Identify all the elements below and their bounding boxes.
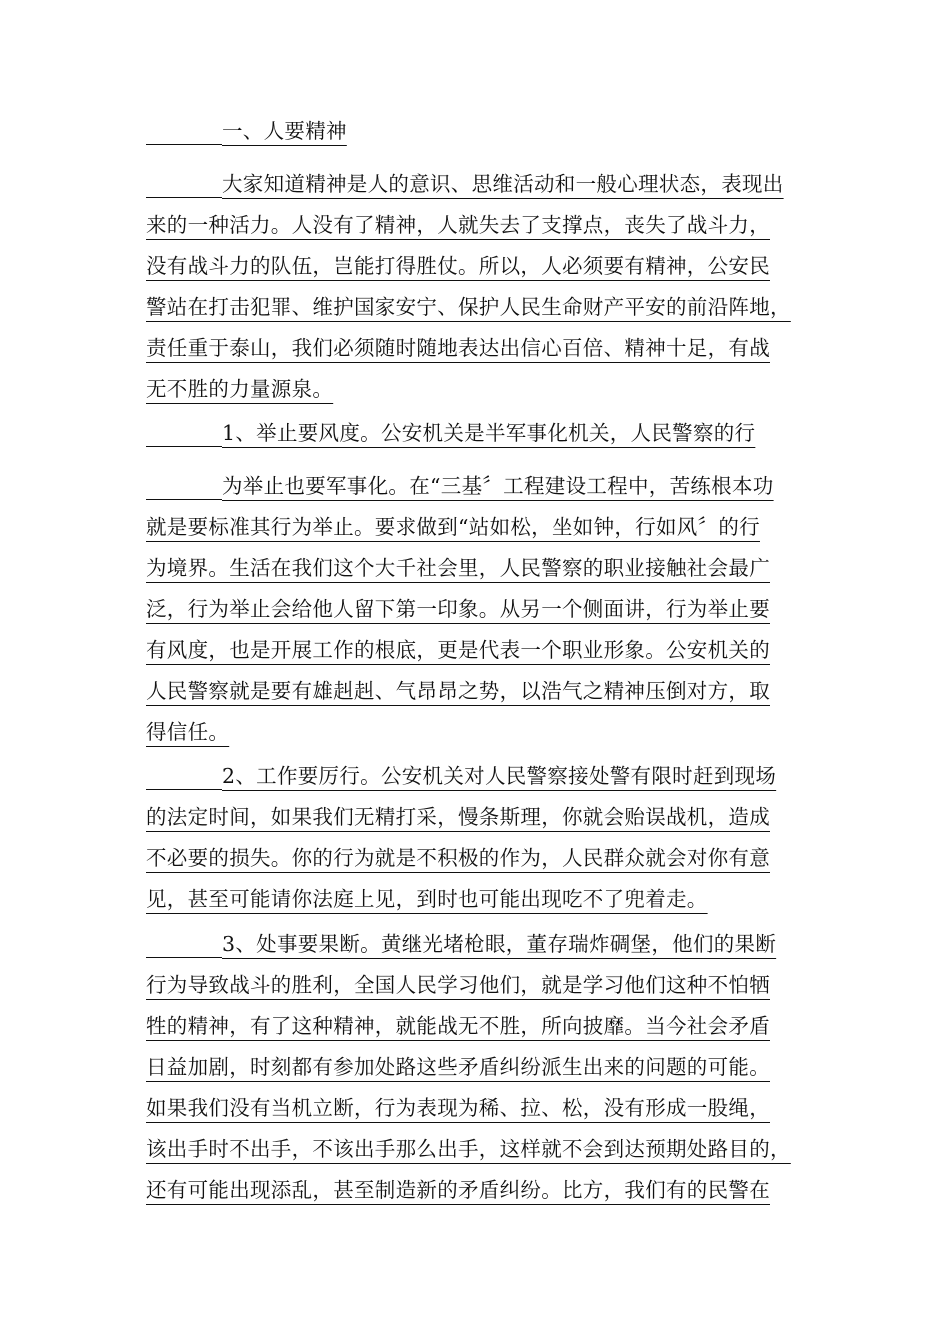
text-line: 为境界。生活在我们这个大千社会里，人民警察的职业接触社会最广 xyxy=(146,556,770,580)
text-line: 泛，行为举止会给他人留下第一印象。从另一个侧面讲，行为举止要 xyxy=(146,597,770,621)
text-line: 如果我们没有当机立断，行为表现为稀、拉、松，没有形成一股绳， xyxy=(146,1096,770,1120)
text-line: 的法定时间，如果我们无精打采，慢条斯理，你就会贻误战机，造成 xyxy=(146,805,770,829)
text-line: 警站在打击犯罪、维护国家安宁、保护人民生命财产平安的前沿阵地， xyxy=(146,295,791,319)
paragraph-item1-body xyxy=(146,467,814,754)
text-line: 牲的精神，有了这种精神，就能战无不胜，所向披靡。当今社会矛盾 xyxy=(146,1014,770,1038)
text-line: 就是要标准其行为举止。要求做到“站如松，坐如钟，行如风〞的行 xyxy=(146,515,760,539)
paragraph-item2 xyxy=(146,757,814,921)
text-line: 见，甚至可能请你法庭上见，到时也可能出现吃不了兜着走。 xyxy=(146,887,708,911)
text-line: 还有可能出现添乱，甚至制造新的矛盾纠纷。比方，我们有的民警在 xyxy=(146,1178,770,1202)
text-line: 没有战斗力的队伍，岂能打得胜仗。所以，人必须要有精神，公安民 xyxy=(146,254,770,278)
text-line: 得信任。 xyxy=(146,720,230,744)
text-line: 人民警察就是要有雄赳赳、气昂昂之势，以浩气之精神压倒对方，取 xyxy=(146,679,770,703)
paragraph-item3 xyxy=(146,925,814,1212)
text-line: 2、工作要厉行。公安机关对人民警察接处警有限时赶到现场 xyxy=(146,757,814,798)
text-line: 为举止也要军事化。在“三基〞工程建设工程中，苦练根本功 xyxy=(146,467,814,508)
text-line: 大家知道精神是人的意识、思维活动和一般心理状态，表现出 xyxy=(146,165,814,206)
text-line: 3、处事要果断。黄继光堵枪眼，董存瑞炸碉堡，他们的果断 xyxy=(146,925,814,966)
text-line: 该出手时不出手，不该出手那么出手，这样就不会到达预期处路目的， xyxy=(146,1137,791,1161)
text-line: 无不胜的力量源泉。 xyxy=(146,377,334,401)
text-line: 来的一种活力。人没有了精神，人就失去了支撑点，丧失了战斗力， xyxy=(146,213,770,237)
text-line: 不必要的损失。你的行为就是不积极的作为，人民群众就会对你有意 xyxy=(146,846,770,870)
section-heading xyxy=(146,112,814,153)
text-line: 责任重于泰山，我们必须随时随地表达出信心百倍、精神十足，有战 xyxy=(146,336,770,360)
text-line: 1、举止要风度。公安机关是半军事化机关，人民警察的行 xyxy=(146,414,814,455)
text-line: 日益加剧，时刻都有参加处路这些矛盾纠纷派生出来的问题的可能。 xyxy=(146,1055,770,1079)
text-line: 行为导致战斗的胜利，全国人民学习他们，就是学习他们这种不怕牺 xyxy=(146,973,770,997)
paragraph-intro xyxy=(146,165,814,411)
paragraph-item1-heading xyxy=(146,414,814,455)
text-line: 一、人要精神 xyxy=(146,112,814,153)
text-line: 有风度，也是开展工作的根底，更是代表一个职业形象。公安机关的 xyxy=(146,638,770,662)
